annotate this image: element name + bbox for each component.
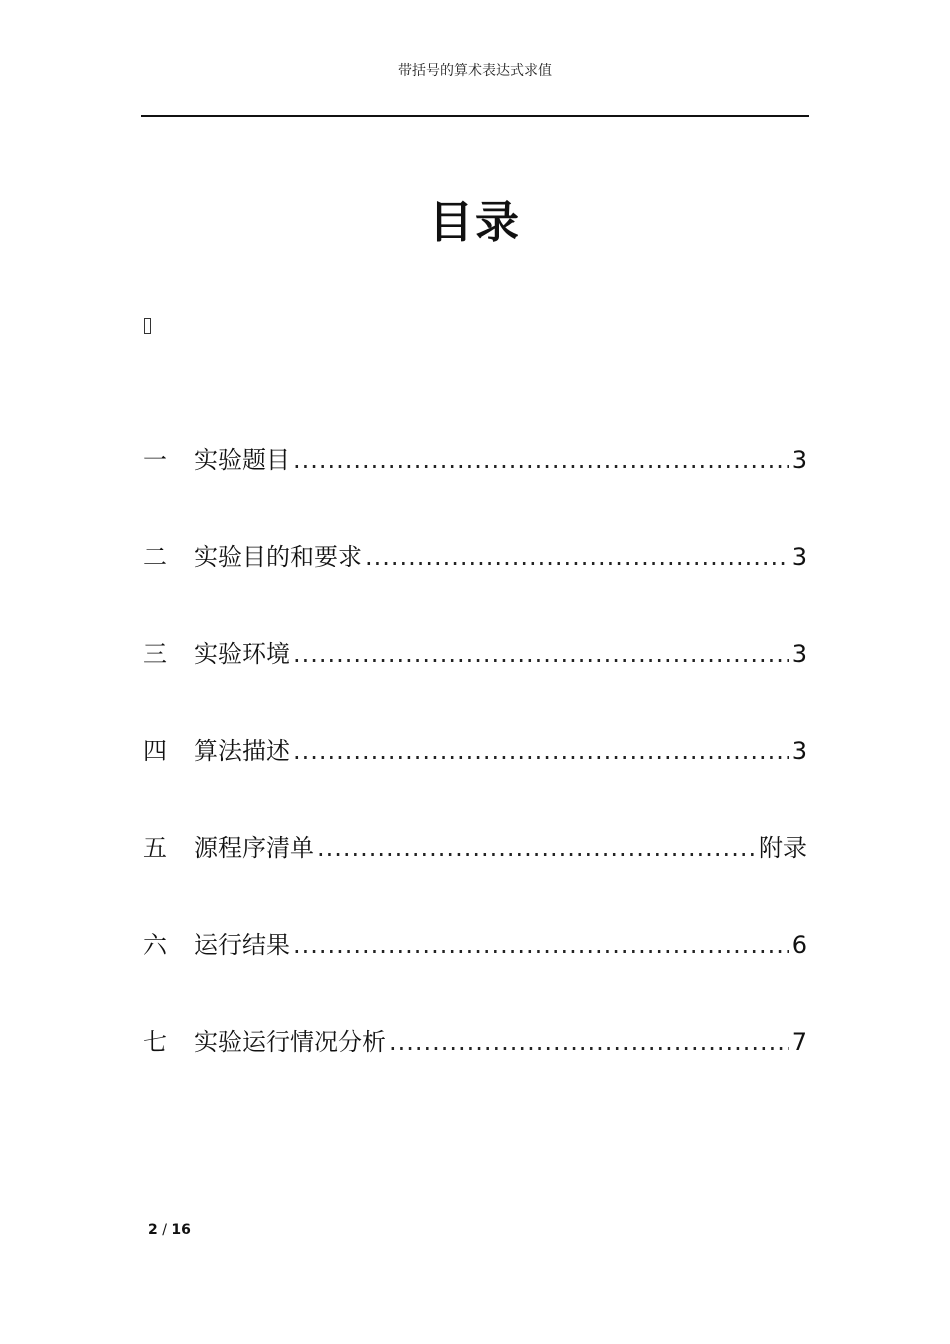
toc-entry-number: 二 (143, 543, 167, 571)
toc-entry-page: 7 (791, 1028, 807, 1056)
toc-entry-page: 3 (791, 446, 807, 474)
toc-entry-number: 三 (143, 640, 167, 668)
toc-entry[interactable] (143, 831, 807, 865)
running-header: 带括号的算术表达式求值 (398, 63, 552, 79)
toc-entry-title: 运行结果 (194, 931, 290, 959)
toc-dot-leader (317, 831, 756, 865)
toc-dot-leader (293, 443, 789, 477)
toc-entry-page: 3 (791, 640, 807, 668)
missing-glyph-box (144, 318, 151, 334)
toc-entry-number: 四 (143, 737, 167, 765)
toc-entry-page: 3 (791, 737, 807, 765)
toc-entry-title: 实验运行情况分析 (194, 1028, 386, 1056)
toc-entry[interactable] (143, 540, 807, 574)
toc-dot-leader (365, 540, 789, 574)
toc-entry-title: 算法描述 (194, 737, 290, 765)
toc-dot-leader (293, 637, 789, 671)
current-page-number: 2 (148, 1222, 158, 1238)
page-separator: / (162, 1222, 167, 1238)
header-divider (141, 115, 809, 117)
toc-entry[interactable] (143, 928, 807, 962)
toc-dot-leader (389, 1025, 789, 1059)
toc-entry-number: 一 (143, 446, 167, 474)
toc-entry[interactable] (143, 443, 807, 477)
toc-entry-page: 3 (791, 543, 807, 571)
toc-entry-title: 实验目的和要求 (194, 543, 362, 571)
toc-entry-number: 六 (143, 931, 167, 959)
total-page-count: 16 (171, 1222, 191, 1238)
page-number (148, 1222, 191, 1238)
toc-dot-leader (293, 734, 789, 768)
toc-entry-title: 实验题目 (194, 446, 290, 474)
toc-title: 目录 (429, 197, 521, 248)
toc-entry-number: 五 (143, 834, 167, 862)
toc-entry-page: 附录 (759, 834, 807, 862)
toc-entry[interactable] (143, 637, 807, 671)
toc-entry-title: 实验环境 (194, 640, 290, 668)
toc-entry[interactable] (143, 734, 807, 768)
toc-entry-page: 6 (791, 931, 807, 959)
toc-entry-title: 源程序清单 (194, 834, 314, 862)
toc-entry[interactable] (143, 1025, 807, 1059)
toc-entry-number: 七 (143, 1028, 167, 1056)
toc-dot-leader (293, 928, 789, 962)
